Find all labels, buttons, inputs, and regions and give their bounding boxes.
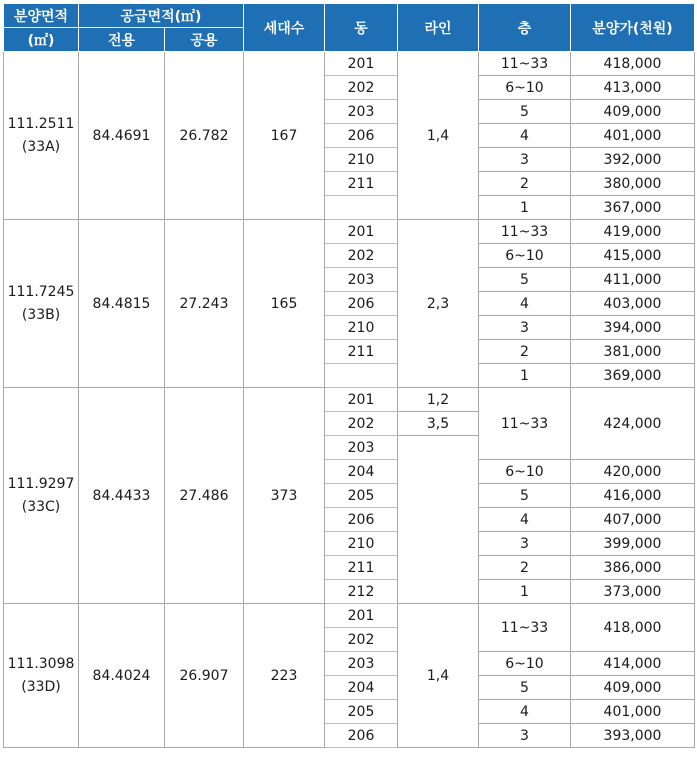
price-cell: 403,000 [571,292,695,316]
table-header [4,4,695,52]
table-row [4,220,695,244]
price-cell: 413,000 [571,76,695,100]
price-cell: 392,000 [571,148,695,172]
household-count: 167 [244,52,325,220]
dong-cell: 210 [325,532,398,556]
household-count: 165 [244,220,325,388]
price-cell: 409,000 [571,676,695,700]
price-table [3,3,695,748]
supply-area-value: 111.3098 [7,655,75,672]
price-cell: 414,000 [571,652,695,676]
supply-area-value: 111.2511 [7,115,75,132]
price-cell: 401,000 [571,700,695,724]
dong-cell: 210 [325,316,398,340]
header-floor: 층 [479,4,571,52]
exclusive-area: 84.4433 [79,388,165,604]
unit-type-label: (33B) [21,306,61,323]
supply-area-value: 111.7245 [7,283,75,300]
floor-cell: 1 [479,580,571,604]
floor-cell: 5 [479,100,571,124]
floor-cell: 2 [479,340,571,364]
type-group-33c [4,388,695,604]
common-area: 27.243 [165,220,244,388]
header-supply: 공급면적(㎡) [79,4,244,28]
dong-cell: 203 [325,268,398,292]
exclusive-area: 84.4691 [79,52,165,220]
price-cell: 386,000 [571,556,695,580]
dong-cell: 202 [325,76,398,100]
price-cell: 419,000 [571,220,695,244]
floor-cell: 11~33 [479,604,571,652]
dong-cell: 202 [325,628,398,652]
floor-cell: 6~10 [479,460,571,484]
line-cell: 1,4 [398,52,479,220]
dong-cell: 204 [325,676,398,700]
price-cell: 407,000 [571,508,695,532]
dong-cell: 205 [325,700,398,724]
supply-area-cell [4,220,79,388]
floor-cell: 6~10 [479,652,571,676]
household-count: 223 [244,604,325,748]
table-row [4,604,695,628]
price-cell: 418,000 [571,604,695,652]
unit-type-label: (33C) [21,498,61,515]
header-exclusive: 전용 [79,28,165,52]
dong-cell: 201 [325,52,398,76]
dong-cell: 201 [325,388,398,412]
price-cell: 409,000 [571,100,695,124]
table-row [4,388,695,412]
household-count: 373 [244,388,325,604]
dong-cell: 203 [325,100,398,124]
supply-area-cell [4,604,79,748]
floor-cell: 5 [479,676,571,700]
dong-cell: 205 [325,484,398,508]
dong-cell: 206 [325,508,398,532]
floor-cell: 6~10 [479,244,571,268]
dong-cell: 210 [325,148,398,172]
header-area: 분양면적 [4,4,79,28]
floor-cell: 2 [479,172,571,196]
dong-cell: 202 [325,244,398,268]
price-cell: 424,000 [571,388,695,460]
header-households: 세대수 [244,4,325,52]
floor-cell: 3 [479,532,571,556]
supply-area-value: 111.9297 [7,475,75,492]
floor-cell: 4 [479,124,571,148]
supply-area-cell [4,388,79,604]
common-area: 27.486 [165,388,244,604]
price-cell: 381,000 [571,340,695,364]
floor-cell: 5 [479,268,571,292]
dong-cell: 203 [325,436,398,460]
dong-cell: 203 [325,652,398,676]
price-cell: 420,000 [571,460,695,484]
floor-cell: 11~33 [479,52,571,76]
floor-cell: 11~33 [479,220,571,244]
header-dong: 동 [325,4,398,52]
dong-cell: 201 [325,220,398,244]
floor-cell: 1 [479,364,571,388]
dong-cell: 211 [325,340,398,364]
price-cell: 416,000 [571,484,695,508]
type-group-33d [4,604,695,748]
dong-cell [325,364,398,388]
unit-type-label: (33A) [21,138,61,155]
dong-cell: 211 [325,172,398,196]
price-cell: 393,000 [571,724,695,748]
dong-cell [325,196,398,220]
header-line: 라인 [398,4,479,52]
type-group-33a [4,52,695,220]
price-cell: 367,000 [571,196,695,220]
price-cell: 399,000 [571,532,695,556]
dong-cell: 206 [325,292,398,316]
supply-area-cell [4,52,79,220]
line-cell: 2,3 [398,220,479,388]
line-cell: 3,5 [398,412,479,436]
dong-cell: 204 [325,460,398,484]
dong-cell: 206 [325,124,398,148]
header-area-unit: (㎡) [4,28,79,52]
dong-cell: 206 [325,724,398,748]
floor-cell: 3 [479,148,571,172]
price-cell: 415,000 [571,244,695,268]
price-cell: 373,000 [571,580,695,604]
exclusive-area: 84.4815 [79,220,165,388]
price-cell: 369,000 [571,364,695,388]
floor-cell: 6~10 [479,76,571,100]
header-common: 공용 [165,28,244,52]
type-group-33b [4,220,695,388]
unit-type-label: (33D) [21,678,61,695]
dong-cell: 201 [325,604,398,628]
dong-cell: 211 [325,556,398,580]
line-cell: 1,2 [398,388,479,412]
exclusive-area: 84.4024 [79,604,165,748]
floor-cell: 4 [479,508,571,532]
floor-cell: 1 [479,196,571,220]
price-cell: 380,000 [571,172,695,196]
line-cell-empty [398,436,479,604]
price-cell: 411,000 [571,268,695,292]
dong-cell: 212 [325,580,398,604]
common-area: 26.782 [165,52,244,220]
floor-cell: 5 [479,484,571,508]
table-row [4,52,695,76]
floor-cell: 11~33 [479,388,571,460]
price-cell: 418,000 [571,52,695,76]
floor-cell: 4 [479,700,571,724]
floor-cell: 3 [479,724,571,748]
floor-cell: 2 [479,556,571,580]
floor-cell: 4 [479,292,571,316]
price-cell: 394,000 [571,316,695,340]
price-cell: 401,000 [571,124,695,148]
header-price: 분양가(천원) [571,4,695,52]
line-cell: 1,4 [398,604,479,748]
common-area: 26.907 [165,604,244,748]
dong-cell: 202 [325,412,398,436]
floor-cell: 3 [479,316,571,340]
